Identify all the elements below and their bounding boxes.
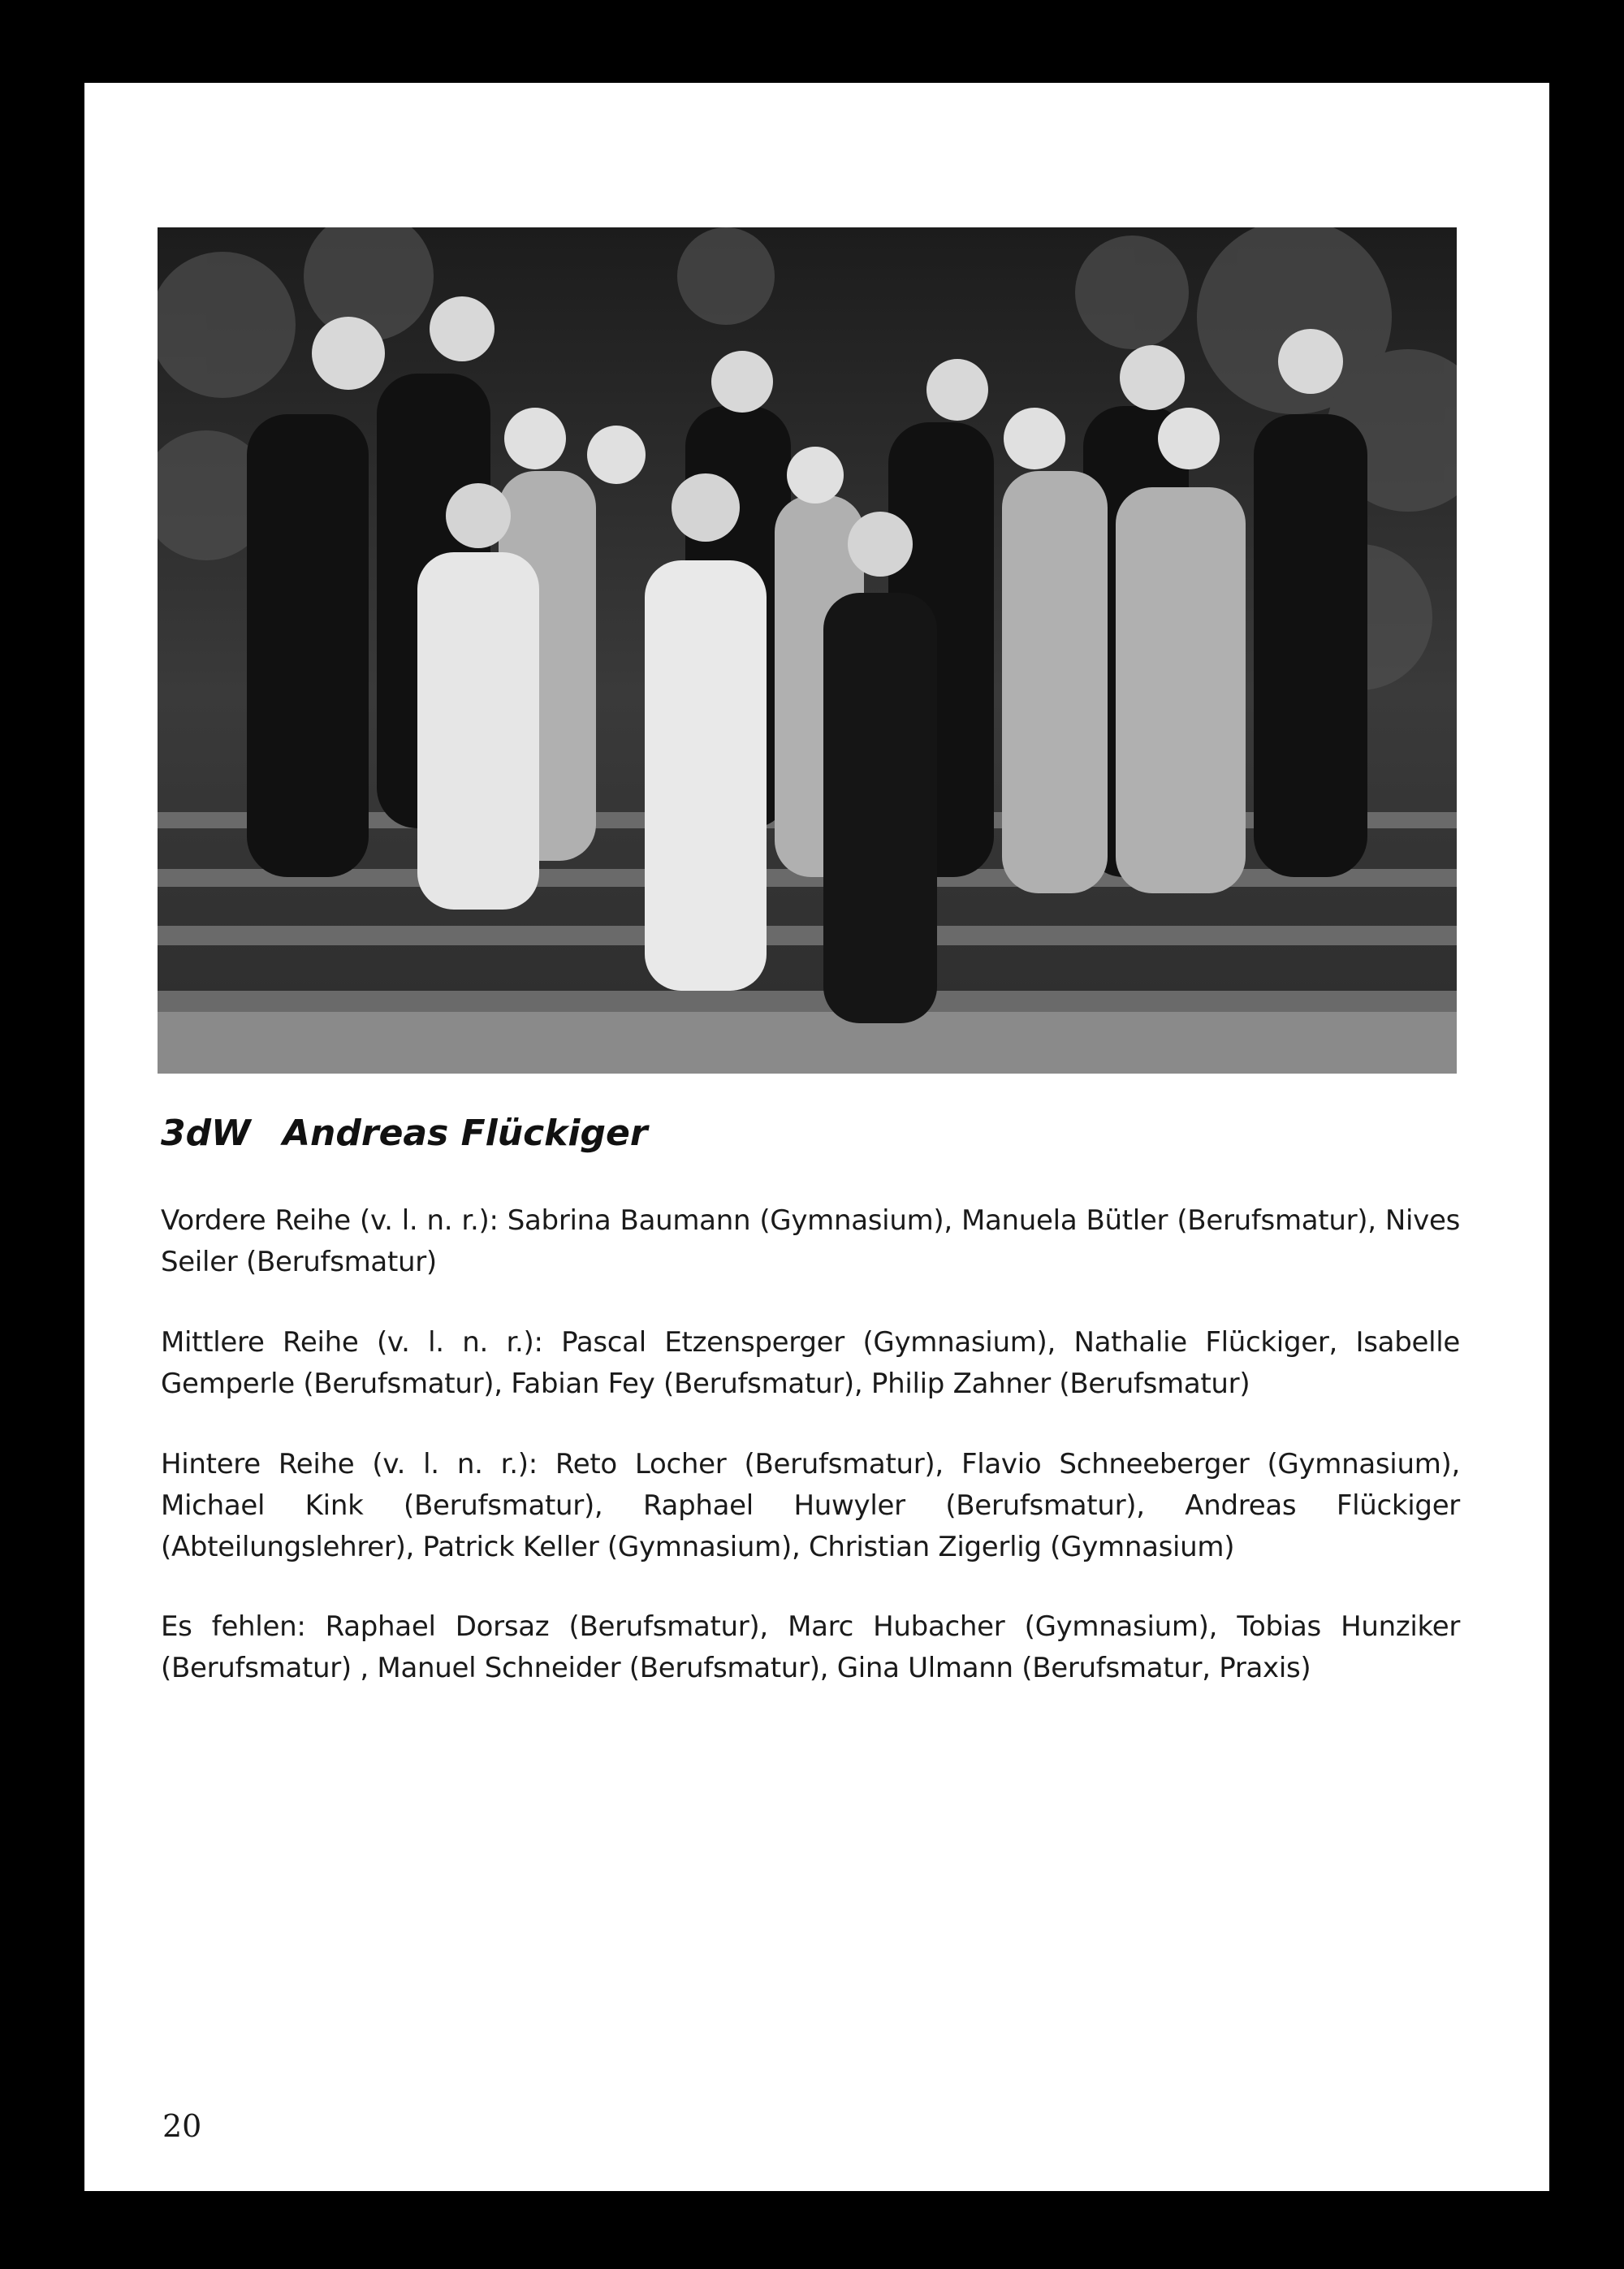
class-code: 3dW — [161, 1113, 251, 1154]
absent-caption: Es fehlen: Raphael Dorsaz (Berufsmatur), Marc Hubacher (Gymnasium), Tobias Hunziker (Berufsmatur) , Manuel Schneider (Berufsmatur), Gina Ulmann (Berufsmatur, Praxis) — [161, 1610, 1460, 1684]
teacher-name: Andreas Flückiger — [283, 1113, 648, 1154]
middle-row-caption: Mittlere Reihe (v. l. n. r.): Pascal Etzensperger (Gymnasium), Nathalie Flückiger, Isabelle Gemperle (Berufsmatur), Fabian Fey (Berufsmatur), Philip Zahner (Berufsmatur) — [161, 1326, 1460, 1400]
class-heading — [161, 1113, 648, 1154]
front-row-caption: Vordere Reihe (v. l. n. r.): Sabrina Baumann (Gymnasium), Manuela Bütler (Berufsmatur), Nives Seiler (Berufsmatur) — [161, 1204, 1460, 1278]
document-page — [84, 83, 1549, 2191]
back-row-caption: Hintere Reihe (v. l. n. r.): Reto Locher (Berufsmatur), Flavio Schneeberger (Gymnasium), Michael Kink (Berufsmatur), Raphael Huwyler (Berufsmatur), Andreas Flückiger (Abteilungslehrer), Patrick Keller (Gymnasium), Christian Zigerlig (Gymnasium) — [161, 1448, 1460, 1563]
page-number: 20 — [162, 2108, 202, 2144]
class-group-photo — [158, 227, 1457, 1074]
group-photo-illustration — [158, 227, 1457, 1074]
